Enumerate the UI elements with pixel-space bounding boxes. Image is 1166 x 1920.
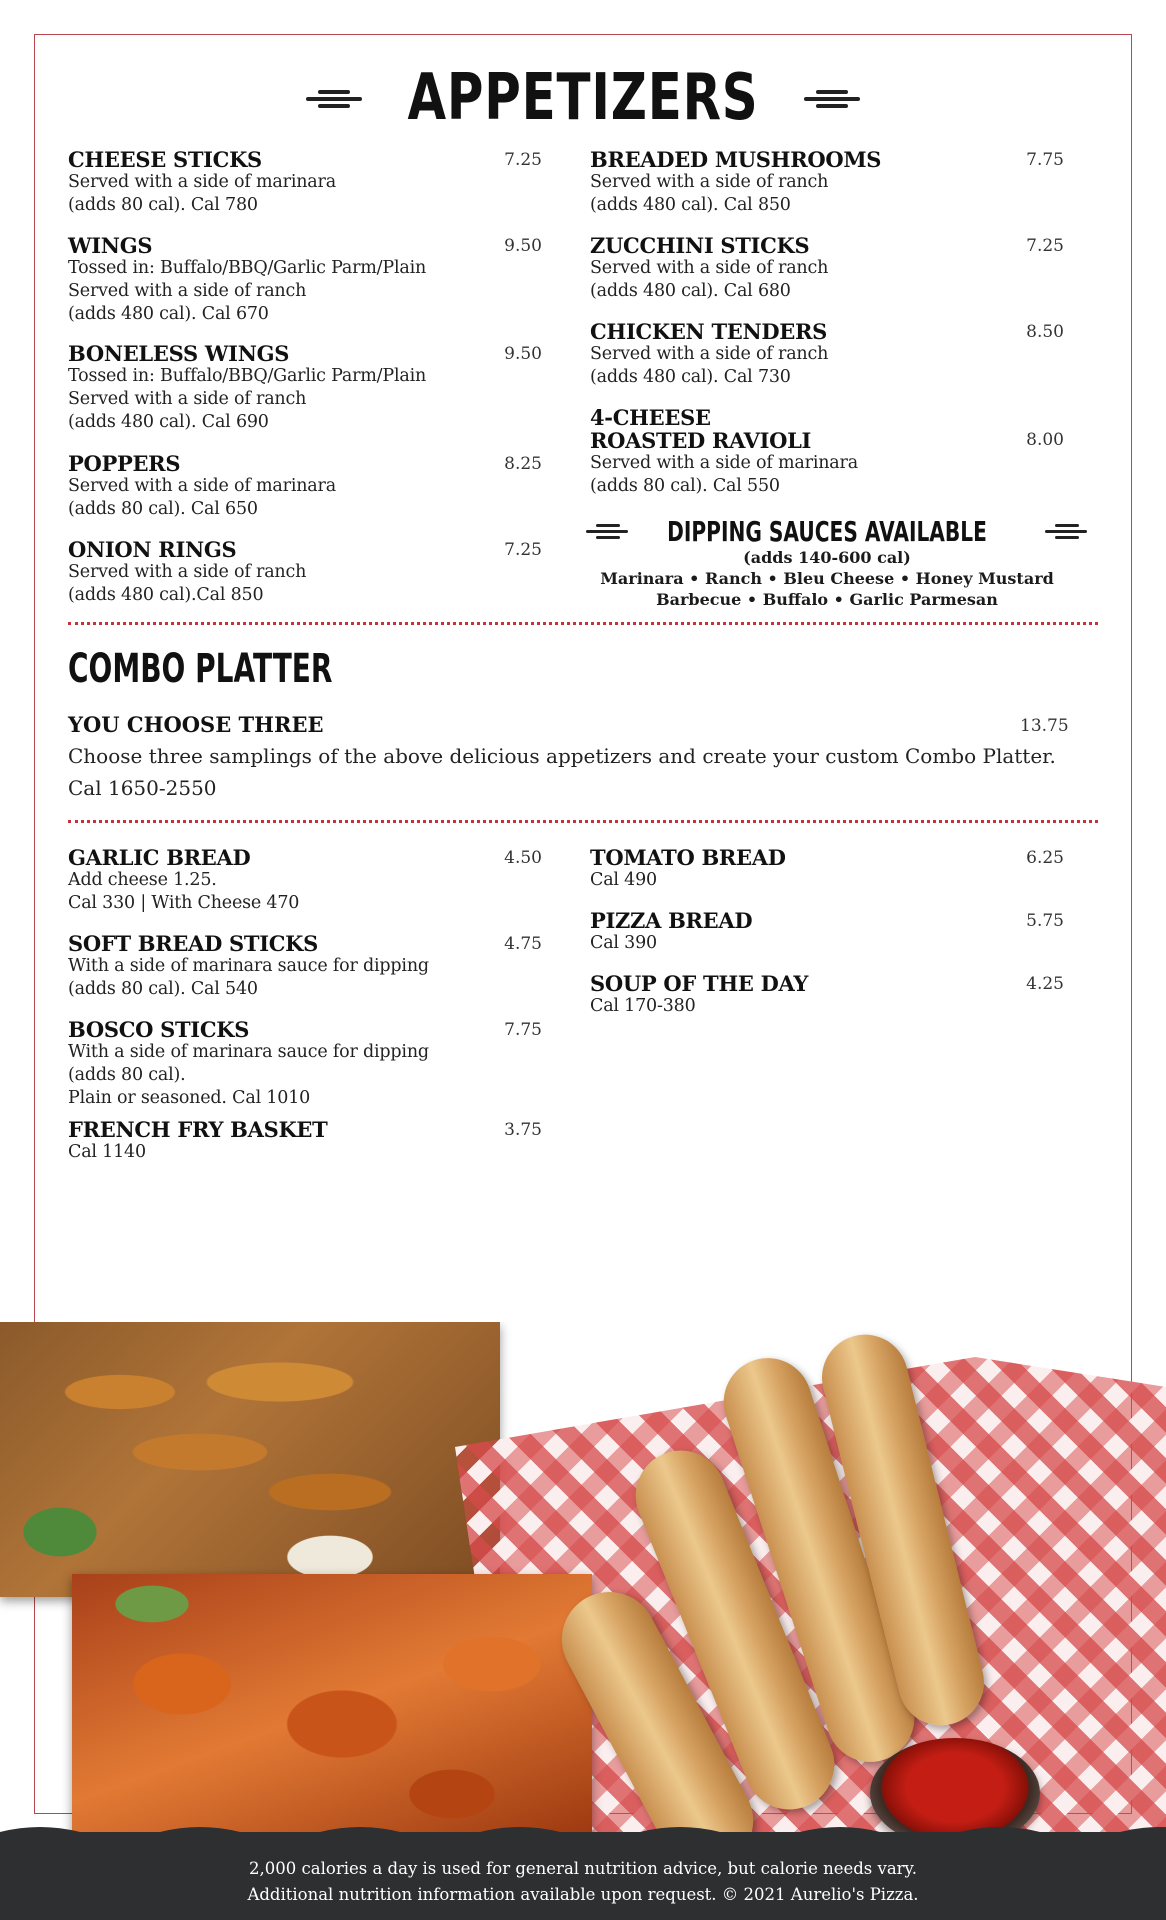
item-price: 4.25 (1026, 974, 1064, 994)
menu-item-pizza-bread (590, 909, 1064, 955)
item-price: 7.25 (1026, 236, 1064, 256)
dipping-sauces-list-line2: Barbecue • Buffalo • Garlic Parmesan (656, 590, 998, 609)
dipping-sauces-header (590, 514, 1064, 548)
item-description: Tossed in: Buffalo/BBQ/Garlic Parm/Plain Served with a side of ranch (adds 480 cal). Cal 690 (68, 366, 427, 432)
dipping-sauces-title: DIPPING SAUCES AVAILABLE (667, 514, 987, 548)
page-header (0, 58, 1166, 138)
item-name: SOFT BREAD STICKS (68, 931, 318, 956)
menu-item-roasted-ravioli (590, 406, 1064, 498)
item-name: CHEESE STICKS (68, 147, 262, 172)
item-price: 8.50 (1026, 322, 1064, 342)
item-description: Served with a side of ranch (adds 480 cal). Cal 680 (590, 258, 829, 301)
decorative-dash-icon (804, 88, 860, 108)
item-price: 7.75 (504, 1020, 542, 1040)
item-description: Served with a side of ranch (adds 480 cal). Cal 850 (590, 172, 829, 215)
item-name-line1: 4-CHEESE (590, 405, 711, 430)
dipping-sauces-list-line1: Marinara • Ranch • Bleu Cheese • Honey Mustard (600, 569, 1054, 588)
item-description: With a side of marinara sauce for dipping (adds 80 cal). Plain or seasoned. Cal 1010 (68, 1042, 429, 1108)
item-name: SOUP OF THE DAY (590, 971, 809, 996)
menu-item-boneless-wings (68, 342, 542, 434)
item-description: Cal 170-380 (590, 996, 696, 1016)
menu-item-soft-bread-sticks (68, 932, 542, 1001)
item-price: 7.75 (1026, 150, 1064, 170)
item-price: 6.25 (1026, 848, 1064, 868)
decorative-dash-icon (1045, 523, 1068, 539)
item-description: Served with a side of ranch (adds 480 cal).Cal 850 (68, 562, 307, 605)
item-name: FRENCH FRY BASKET (68, 1117, 328, 1142)
menu-item-poppers (68, 452, 542, 521)
item-price: 9.50 (504, 236, 542, 256)
item-price: 7.25 (504, 150, 542, 170)
item-name-line2: ROASTED RAVIOLI (590, 428, 812, 453)
item-price: 8.25 (504, 454, 542, 474)
combo-item-description: Choose three samplings of the above delicious appetizers and create your custom Combo Platter. Cal 1650-2550 (68, 744, 1056, 800)
item-price: 3.75 (504, 1120, 542, 1140)
item-description: Cal 390 (590, 933, 657, 953)
item-price: 8.00 (1026, 430, 1064, 450)
item-name: PIZZA BREAD (590, 908, 753, 933)
menu-item-french-fry-basket (68, 1118, 542, 1164)
cheese-sticks-photo (0, 1322, 500, 1597)
item-price: 4.50 (504, 848, 542, 868)
combo-item-price: 13.75 (1020, 716, 1069, 736)
item-description: Served with a side of marinara (adds 80 cal). Cal 780 (68, 172, 336, 215)
item-description: Served with a side of marinara (adds 80 cal). Cal 650 (68, 476, 336, 519)
menu-item-chicken-tenders (590, 320, 1064, 389)
item-description: Served with a side of ranch (adds 480 cal). Cal 730 (590, 344, 829, 387)
item-description: Cal 490 (590, 870, 657, 890)
item-description: Cal 1140 (68, 1142, 146, 1162)
item-description: Add cheese 1.25. Cal 330 | With Cheese 470 (68, 870, 300, 913)
menu-item-zucchini-sticks (590, 234, 1064, 303)
item-name: TOMATO BREAD (590, 845, 786, 870)
item-name: POPPERS (68, 451, 181, 476)
menu-item-garlic-bread (68, 846, 542, 915)
menu-item-cheese-sticks (68, 148, 542, 217)
dotted-divider (68, 622, 1098, 625)
item-name: ONION RINGS (68, 537, 237, 562)
wings-photo (72, 1574, 592, 1842)
item-name: BOSCO STICKS (68, 1017, 250, 1042)
menu-item-onion-rings (68, 538, 542, 607)
menu-item-bosco-sticks (68, 1018, 542, 1110)
item-price: 4.75 (504, 934, 542, 954)
item-description: With a side of marinara sauce for dipping (adds 80 cal). Cal 540 (68, 956, 429, 999)
page-title: APPETIZERS (407, 61, 759, 135)
item-description: Tossed in: Buffalo/BBQ/Garlic Parm/Plain Served with a side of ranch (adds 480 cal). Cal 670 (68, 258, 427, 324)
item-description: Served with a side of marinara (adds 80 cal). Cal 550 (590, 453, 858, 496)
item-price: 5.75 (1026, 911, 1064, 931)
menu-item-tomato-bread (590, 846, 1064, 892)
menu-item-breaded-mushrooms (590, 148, 1064, 217)
dipping-sauces-calories: (adds 140-600 cal) (743, 548, 911, 567)
dotted-divider (68, 820, 1098, 823)
dipping-sauces-section (590, 514, 1064, 610)
item-name: BONELESS WINGS (68, 341, 290, 366)
item-name: ZUCCHINI STICKS (590, 233, 810, 258)
footer-disclaimer: 2,000 calories a day is used for general nutrition advice, but calorie needs vary. Additional nutrition information available upon request. © 2021 Aurelio's Pizza. (247, 1859, 919, 1904)
item-price: 9.50 (504, 344, 542, 364)
item-price: 7.25 (504, 540, 542, 560)
decorative-dash-icon (586, 523, 609, 539)
decorative-dash-icon (306, 88, 362, 108)
menu-item-wings (68, 234, 542, 326)
item-name: WINGS (68, 233, 153, 258)
item-name: BREADED MUSHROOMS (590, 147, 882, 172)
item-name: GARLIC BREAD (68, 845, 251, 870)
menu-item-soup-of-the-day (590, 972, 1064, 1018)
combo-item-name: YOU CHOOSE THREE (68, 712, 324, 737)
item-name: CHICKEN TENDERS (590, 319, 828, 344)
combo-platter-title: COMBO PLATTER (68, 646, 333, 692)
